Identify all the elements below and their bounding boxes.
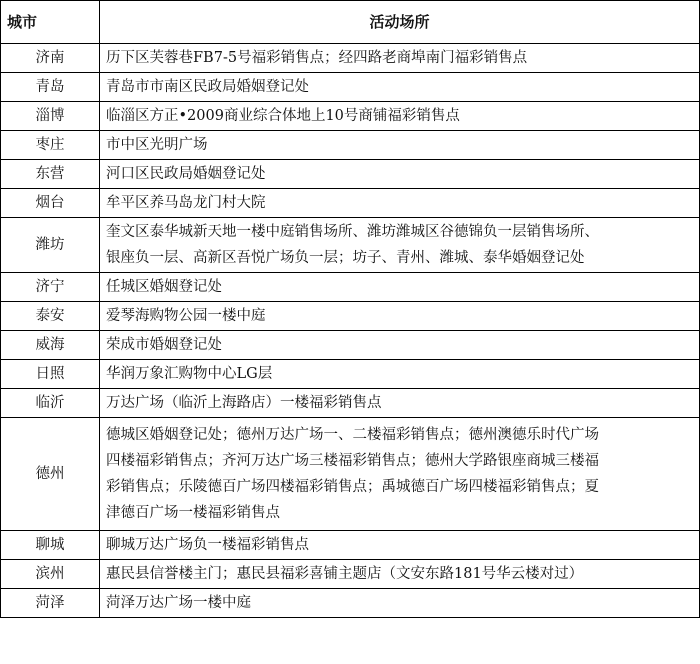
city-cell: 德州 — [1, 418, 100, 531]
table-row — [1, 189, 700, 218]
venue-line: 津德百广场一楼福彩销售点 — [106, 505, 280, 521]
column-header-city: 城市 — [1, 1, 100, 44]
city-cell: 潍坊 — [1, 218, 100, 273]
venue-cell: 菏泽万达广场一楼中庭 — [100, 589, 700, 618]
city-cell: 日照 — [1, 360, 100, 389]
venue-cell: 聊城万达广场负一楼福彩销售点 — [100, 531, 700, 560]
venue-cell: 临淄区方正•2009商业综合体地上10号商铺福彩销售点 — [100, 102, 700, 131]
table-row — [1, 589, 700, 618]
city-cell: 济宁 — [1, 273, 100, 302]
city-cell: 青岛 — [1, 73, 100, 102]
table-row — [1, 273, 700, 302]
table-row — [1, 560, 700, 589]
city-cell: 东营 — [1, 160, 100, 189]
city-cell: 聊城 — [1, 531, 100, 560]
venue-line: 德城区婚姻登记处；德州万达广场一、二楼福彩销售点；德州澳德乐时代广场 — [106, 427, 599, 443]
city-cell: 菏泽 — [1, 589, 100, 618]
city-cell: 济南 — [1, 44, 100, 73]
table-row — [1, 160, 700, 189]
venue-line: 彩销售点；乐陵德百广场四楼福彩销售点；禹城德百广场四楼福彩销售点；夏 — [106, 479, 599, 495]
venue-cell: 青岛市市南区民政局婚姻登记处 — [100, 73, 700, 102]
city-cell: 淄博 — [1, 102, 100, 131]
venue-cell — [100, 218, 700, 273]
table-header-row — [1, 1, 700, 44]
city-cell: 威海 — [1, 331, 100, 360]
venue-cell — [100, 418, 700, 531]
venue-cell: 市中区光明广场 — [100, 131, 700, 160]
table-row — [1, 360, 700, 389]
venue-line: 银座负一层、高新区吾悦广场负一层；坊子、青州、潍城、泰华婚姻登记处 — [106, 250, 585, 266]
venue-line: 四楼福彩销售点；齐河万达广场三楼福彩销售点；德州大学路银座商城三楼福 — [106, 453, 599, 469]
venue-cell: 万达广场（临沂上海路店）一楼福彩销售点 — [100, 389, 700, 418]
city-cell: 临沂 — [1, 389, 100, 418]
venue-cell: 任城区婚姻登记处 — [100, 273, 700, 302]
table-row — [1, 102, 700, 131]
venue-line: 奎文区泰华城新天地一楼中庭销售场所、潍坊潍城区谷德锦负一层销售场所、 — [106, 224, 599, 240]
table-row — [1, 73, 700, 102]
venue-cell: 荣成市婚姻登记处 — [100, 331, 700, 360]
table-row — [1, 531, 700, 560]
table-row — [1, 131, 700, 160]
table-row — [1, 302, 700, 331]
city-cell: 烟台 — [1, 189, 100, 218]
table-row — [1, 389, 700, 418]
table-row — [1, 331, 700, 360]
venue-cell: 牟平区养马岛龙门村大院 — [100, 189, 700, 218]
venue-cell: 华润万象汇购物中心LG层 — [100, 360, 700, 389]
city-cell: 枣庄 — [1, 131, 100, 160]
table-row — [1, 218, 700, 273]
venue-cell: 爱琴海购物公园一楼中庭 — [100, 302, 700, 331]
venue-cell: 历下区芙蓉巷FB7-5号福彩销售点；经四路老商埠南门福彩销售点 — [100, 44, 700, 73]
city-cell: 滨州 — [1, 560, 100, 589]
venue-cell: 河口区民政局婚姻登记处 — [100, 160, 700, 189]
column-header-venue: 活动场所 — [100, 1, 700, 44]
table-row — [1, 418, 700, 531]
venue-cell: 惠民县信誉楼主门；惠民县福彩喜铺主题店（文安东路181号华云楼对过） — [100, 560, 700, 589]
table-row — [1, 44, 700, 73]
city-cell: 泰安 — [1, 302, 100, 331]
